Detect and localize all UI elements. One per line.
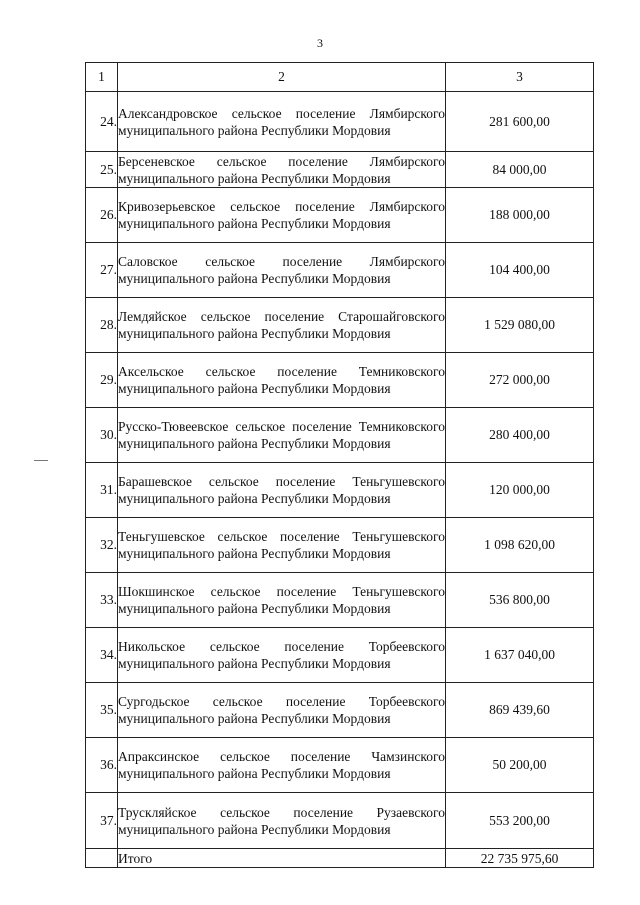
row-number: 31. <box>86 463 118 518</box>
margin-mark <box>34 460 48 461</box>
row-amount: 120 000,00 <box>446 463 594 518</box>
row-number: 32. <box>86 518 118 573</box>
page-number: 3 <box>317 36 323 50</box>
row-number: 28. <box>86 298 118 353</box>
row-amount: 536 800,00 <box>446 573 594 628</box>
row-amount: 272 000,00 <box>446 353 594 408</box>
settlement-name-text: Русско-Тювеевское сельское поселение Темниковского муниципального района Республики Мордовия <box>118 419 445 451</box>
table-row <box>86 628 594 683</box>
row-amount: 84 000,00 <box>446 152 594 188</box>
settlement-name <box>118 738 446 793</box>
settlement-name <box>118 793 446 849</box>
row-amount: 1 098 620,00 <box>446 518 594 573</box>
row-amount: 869 439,60 <box>446 683 594 738</box>
row-amount: 281 600,00 <box>446 92 594 152</box>
row-number: 35. <box>86 683 118 738</box>
settlement-name-text: Саловское сельское поселение Лямбирского муниципального района Республики Мордовия <box>118 254 445 286</box>
settlement-name <box>118 573 446 628</box>
column-header-amount: 3 <box>446 63 594 92</box>
settlement-name <box>118 353 446 408</box>
settlement-name <box>118 463 446 518</box>
row-amount: 1 637 040,00 <box>446 628 594 683</box>
settlement-name <box>118 152 446 188</box>
row-amount: 104 400,00 <box>446 243 594 298</box>
row-number: 26. <box>86 188 118 243</box>
settlement-name-text: Барашевское сельское поселение Теньгушевского муниципального района Республики Мордовия <box>118 474 445 506</box>
row-number: 36. <box>86 738 118 793</box>
row-number: 34. <box>86 628 118 683</box>
settlement-name-text: Теньгушевское сельское поселение Теньгушевского муниципального района Республики Мордовия <box>118 529 445 561</box>
table-row <box>86 518 594 573</box>
total-number-cell <box>86 849 118 868</box>
settlement-name-text: Берсеневское сельское поселение Лямбирского муниципального района Республики Мордовия <box>118 153 445 186</box>
settlement-name-text: Лемдяйское сельское поселение Старошайговского муниципального района Республики Мордовия <box>118 309 445 341</box>
row-amount: 280 400,00 <box>446 408 594 463</box>
table-row <box>86 353 594 408</box>
settlement-name-text: Сургодьское сельское поселение Торбеевского муниципального района Республики Мордовия <box>118 694 445 726</box>
column-header-name: 2 <box>118 63 446 92</box>
total-amount: 22 735 975,60 <box>446 849 594 868</box>
table-header-row <box>86 63 594 92</box>
row-number: 25. <box>86 152 118 188</box>
settlement-name <box>118 408 446 463</box>
table-row <box>86 152 594 188</box>
table-row <box>86 463 594 518</box>
row-number: 33. <box>86 573 118 628</box>
row-amount: 553 200,00 <box>446 793 594 849</box>
settlement-name-text: Кривозерьевское сельское поселение Лямбирского муниципального района Республики Мордовия <box>118 199 445 231</box>
settlement-name <box>118 298 446 353</box>
table-row <box>86 738 594 793</box>
allocation-table <box>85 62 594 868</box>
settlement-name-text: Никольское сельское поселение Торбеевского муниципального района Республики Мордовия <box>118 639 445 671</box>
settlement-name-text: Аксельское сельское поселение Темниковского муниципального района Республики Мордовия <box>118 364 445 396</box>
settlement-name <box>118 188 446 243</box>
row-amount: 1 529 080,00 <box>446 298 594 353</box>
settlement-name <box>118 92 446 152</box>
row-amount: 50 200,00 <box>446 738 594 793</box>
row-number: 30. <box>86 408 118 463</box>
table-row <box>86 92 594 152</box>
settlement-name <box>118 243 446 298</box>
table-row <box>86 188 594 243</box>
table-row <box>86 408 594 463</box>
row-amount: 188 000,00 <box>446 188 594 243</box>
table-row <box>86 683 594 738</box>
total-label: Итого <box>118 849 446 868</box>
row-number: 37. <box>86 793 118 849</box>
settlement-name-text: Шокшинское сельское поселение Теньгушевского муниципального района Республики Мордовия <box>118 584 445 616</box>
settlement-name <box>118 628 446 683</box>
column-header-number: 1 <box>86 63 118 92</box>
table-row <box>86 243 594 298</box>
table-row <box>86 793 594 849</box>
settlement-name-text: Трускляйское сельское поселение Рузаевского муниципального района Республики Мордовия <box>118 804 445 837</box>
settlement-name <box>118 683 446 738</box>
row-number: 29. <box>86 353 118 408</box>
settlement-name-text: Апраксинское сельское поселение Чамзинского муниципального района Республики Мордовия <box>118 749 445 781</box>
settlement-name <box>118 518 446 573</box>
settlement-name-text: Александровское сельское поселение Лямбирского муниципального района Республики Мордовия <box>118 105 445 138</box>
row-number: 27. <box>86 243 118 298</box>
table-row <box>86 573 594 628</box>
total-row <box>86 849 594 868</box>
table-row <box>86 298 594 353</box>
row-number: 24. <box>86 92 118 152</box>
